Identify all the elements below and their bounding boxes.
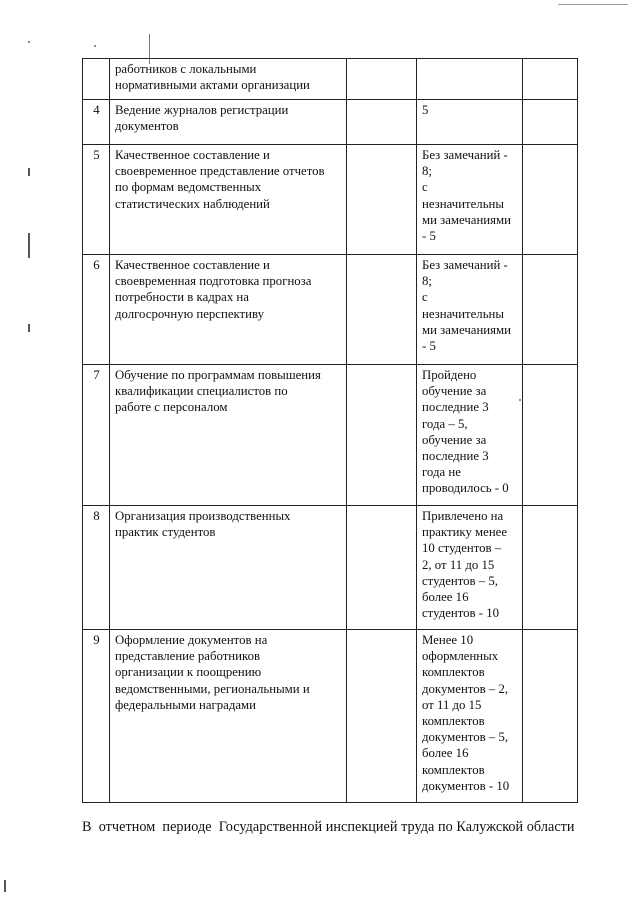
footer-paragraph: В отчетном периоде Государственной инспекцией труда по Калужской области bbox=[82, 819, 575, 835]
score-cell: Без замечаний - 8; с незначительны ми замечаниями - 5 bbox=[417, 255, 523, 365]
criterion-cell: Ведение журналов регистрации документов bbox=[110, 100, 347, 145]
score-cell: 5 bbox=[417, 100, 523, 145]
row-number: 7 bbox=[83, 365, 110, 506]
empty-cell bbox=[523, 59, 578, 100]
empty-cell bbox=[347, 100, 417, 145]
table-row bbox=[83, 506, 578, 630]
empty-cell bbox=[347, 506, 417, 630]
score-cell: Без замечаний - 8; с незначительны ми замечаниями - 5 bbox=[417, 145, 523, 255]
empty-cell bbox=[347, 630, 417, 803]
row-number bbox=[83, 59, 110, 100]
criterion-cell: работников с локальными нормативными актами организации bbox=[110, 59, 347, 100]
score-cell: Менее 10 оформленных комплектов документов – 2, от 11 до 15 комплектов документов – 5, более 16 комплектов документов - 10 bbox=[417, 630, 523, 803]
empty-cell bbox=[347, 365, 417, 506]
scan-dot bbox=[28, 41, 30, 43]
criterion-cell: Организация производственных практик студентов bbox=[110, 506, 347, 630]
table-row bbox=[83, 365, 578, 506]
table-row bbox=[83, 59, 578, 100]
empty-cell bbox=[523, 100, 578, 145]
score-cell: Привлечено на практику менее 10 студентов – 2, от 11 до 15 студентов – 5, более 16 студентов - 10 bbox=[417, 506, 523, 630]
row-number: 4 bbox=[83, 100, 110, 145]
empty-cell bbox=[347, 255, 417, 365]
table-row bbox=[83, 630, 578, 803]
table-row bbox=[83, 100, 578, 145]
score-cell bbox=[417, 59, 523, 100]
scan-mark bbox=[558, 4, 628, 5]
row-number: 6 bbox=[83, 255, 110, 365]
row-number: 5 bbox=[83, 145, 110, 255]
scan-mark bbox=[28, 324, 30, 332]
criterion-cell: Оформление документов на представление работников организации к поощрению ведомственными, региональными и федеральными наградами bbox=[110, 630, 347, 803]
row-number: 9 bbox=[83, 630, 110, 803]
table-row bbox=[83, 145, 578, 255]
scan-mark bbox=[28, 168, 30, 176]
empty-cell bbox=[523, 145, 578, 255]
empty-cell bbox=[523, 255, 578, 365]
criterion-cell: Качественное составление и своевременное представление отчетов по формам ведомственных статистических наблюдений bbox=[110, 145, 347, 255]
empty-cell bbox=[523, 630, 578, 803]
score-cell: Пройдено обучение за последние 3 года – 5, обучение за последние 3 года не проводилось - 0 bbox=[417, 365, 523, 506]
empty-cell bbox=[523, 365, 578, 506]
scan-dot bbox=[94, 45, 96, 47]
scan-mark bbox=[28, 233, 30, 258]
scan-mark bbox=[4, 880, 6, 892]
criterion-cell: Качественное составление и своевременная подготовка прогноза потребности в кадрах на долгосрочную перспективу bbox=[110, 255, 347, 365]
empty-cell bbox=[347, 59, 417, 100]
criteria-table bbox=[82, 58, 578, 803]
criterion-cell: Обучение по программам повышения квалификации специалистов по работе с персоналом bbox=[110, 365, 347, 506]
table-row bbox=[83, 255, 578, 365]
empty-cell bbox=[523, 506, 578, 630]
empty-cell bbox=[347, 145, 417, 255]
row-number: 8 bbox=[83, 506, 110, 630]
